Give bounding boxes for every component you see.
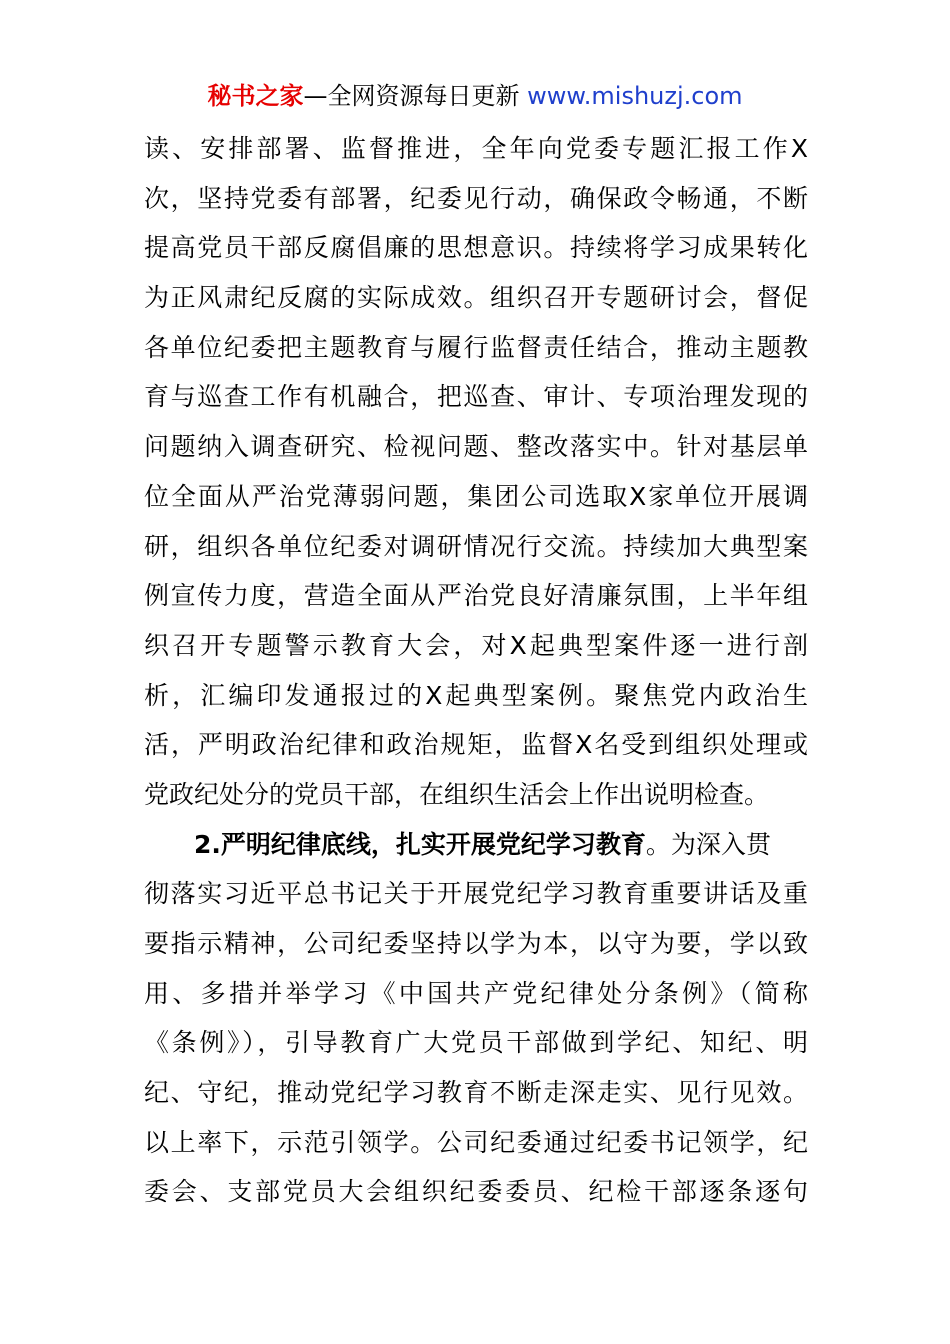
body-line: 织召开专题警示教育大会，对X起典型案件逐一进行剖 [144, 630, 808, 660]
body-line: 次，坚持党委有部署，纪委见行动，确保政令畅通，不断 [144, 183, 808, 213]
body-line: 例宣传力度，营造全面从严治党良好清廉氛围，上半年组 [144, 581, 808, 611]
page-header [0, 78, 950, 114]
body-line: 委会、支部党员大会组织纪委委员、纪检干部逐条逐句 [144, 1177, 808, 1207]
body-line: 用、多措并举学习《中国共产党纪律处分条例》（简称 [144, 978, 808, 1008]
body-line: 要指示精神，公司纪委坚持以学为本，以守为要，学以致 [144, 929, 808, 958]
body-line: 育与巡查工作有机融合，把巡查、审计、专项治理发现的 [144, 382, 808, 412]
body-line: 纪、守纪，推动党纪学习教育不断走深走实、见行见效。 [144, 1078, 808, 1108]
body-line: 活，严明政治纪律和政治规矩，监督X名受到组织处理或 [144, 730, 808, 760]
header-url[interactable]: www.mishuzj.com [527, 82, 743, 110]
body-line: 位全面从严治党薄弱问题，集团公司选取X家单位开展调 [144, 481, 808, 511]
section-2-first-line-rest: 。为深入贯 [645, 829, 771, 859]
body-line: 读、安排部署、监督推进，全年向党委专题汇报工作X [144, 134, 808, 163]
body-line: 以上率下，示范引领学。公司纪委通过纪委书记领学，纪 [144, 1127, 808, 1157]
header-brand: 秘书之家 [207, 82, 304, 110]
document-body [144, 124, 808, 1217]
body-line: 为正风肃纪反腐的实际成效。组织召开专题研讨会，督促 [144, 283, 808, 313]
body-line: 《条例》），引导教育广大党员干部做到学纪、知纪、明 [144, 1028, 808, 1058]
header-tagline: —全网资源每日更新 [303, 82, 520, 110]
body-line: 各单位纪委把主题教育与履行监督责任结合，推动主题教 [144, 332, 808, 362]
body-line: 研，组织各单位纪委对调研情况行交流。持续加大典型案 [144, 531, 808, 561]
body-line: 提高党员干部反腐倡廉的思想意识。持续将学习成果转化 [144, 233, 808, 263]
body-line: 彻落实习近平总书记关于开展党纪学习教育重要讲话及重 [144, 879, 808, 909]
section-2-first-line [144, 820, 808, 870]
section-2-heading: 2.严明纪律底线，扎实开展党纪学习教育 [194, 829, 646, 859]
body-line: 问题纳入调查研究、检视问题、整改落实中。针对基层单 [144, 432, 808, 462]
body-line: 党政纪处分的党员干部，在组织生活会上作出说明检查。 [144, 779, 770, 809]
body-line: 析，汇编印发通报过的X起典型案例。聚焦党内政治生 [144, 680, 808, 710]
